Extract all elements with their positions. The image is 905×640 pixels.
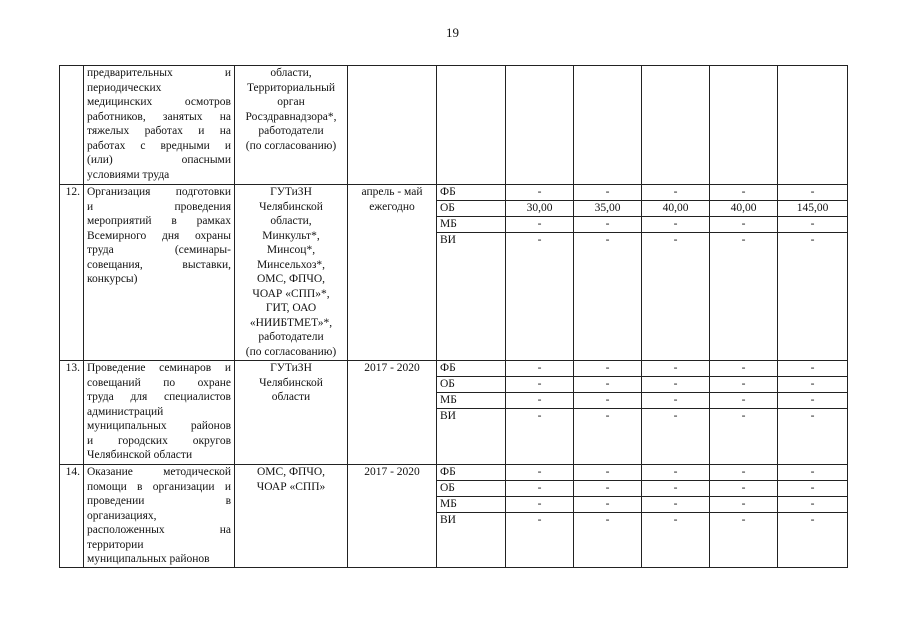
org-line: области bbox=[271, 391, 311, 403]
measure-name-line: (или) опасными bbox=[87, 154, 231, 166]
value-cell bbox=[506, 185, 574, 361]
term-line: 2017 - 2020 bbox=[364, 362, 420, 374]
org-line: Челябинской bbox=[259, 200, 323, 213]
funding-value: - bbox=[673, 410, 678, 422]
funding-value: - bbox=[506, 393, 573, 409]
org-line: работодатели bbox=[258, 331, 324, 343]
funding-value: - bbox=[810, 514, 815, 526]
measure-name bbox=[84, 185, 235, 361]
org-line: ЧОАР «СПП» bbox=[256, 480, 326, 493]
value-cell bbox=[778, 185, 848, 361]
funding-value: - bbox=[710, 361, 777, 377]
funding-value: - bbox=[778, 497, 847, 513]
measure-name-line: совещания, выставки, bbox=[87, 258, 231, 271]
measure-name-line: и проведения bbox=[87, 200, 231, 213]
funding-value: - bbox=[810, 234, 815, 246]
funding-value: - bbox=[710, 497, 777, 513]
value-cell bbox=[778, 66, 848, 185]
funding-sources bbox=[437, 465, 506, 568]
funding-source: ВИ bbox=[440, 234, 456, 246]
org-line: (по согласованию) bbox=[245, 139, 337, 152]
funding-source: ОБ bbox=[437, 377, 505, 393]
funding-value: - bbox=[710, 393, 777, 409]
funding-value: 35,00 bbox=[574, 201, 641, 217]
value-cell bbox=[778, 465, 848, 568]
measure-name-line: совещаний по охране bbox=[87, 376, 231, 389]
value-cell bbox=[574, 465, 642, 568]
term bbox=[348, 361, 437, 465]
funding-value: - bbox=[778, 377, 847, 393]
funding-value: 30,00 bbox=[506, 201, 573, 217]
funding-value: - bbox=[778, 217, 847, 233]
funding-value: - bbox=[778, 361, 847, 377]
funding-value: - bbox=[574, 217, 641, 233]
table-row bbox=[60, 465, 848, 568]
org-line: ГУТиЗН bbox=[270, 362, 312, 374]
funding-sources bbox=[437, 185, 506, 361]
term-line: апрель - май bbox=[361, 186, 423, 198]
org-line: области, bbox=[270, 215, 312, 227]
value-cell bbox=[574, 361, 642, 465]
org-line: Минкульт*, bbox=[262, 229, 320, 242]
term bbox=[348, 66, 437, 185]
measure-name bbox=[84, 66, 235, 185]
funding-value: - bbox=[778, 393, 847, 409]
funding-value: - bbox=[642, 185, 709, 201]
funding-value: - bbox=[506, 217, 573, 233]
funding-value: - bbox=[537, 514, 542, 526]
value-cell bbox=[710, 185, 778, 361]
measure-name bbox=[84, 465, 235, 568]
measures-table bbox=[59, 65, 848, 568]
funding-value: - bbox=[506, 481, 573, 497]
funding-value: - bbox=[741, 410, 746, 422]
measure-name-line: медицинских осмотров bbox=[87, 96, 231, 108]
page-number: 19 bbox=[446, 25, 459, 40]
row-number bbox=[60, 66, 84, 185]
funding-value: - bbox=[778, 185, 847, 201]
measure-name-line: тяжелых работах и на bbox=[87, 125, 231, 137]
org-line: Росздравнадзора*, bbox=[245, 110, 337, 123]
funding-value: - bbox=[506, 497, 573, 513]
funding-value: - bbox=[741, 514, 746, 526]
funding-value: - bbox=[506, 361, 573, 377]
value-cell bbox=[710, 465, 778, 568]
measure-name-line: конкурсы) bbox=[87, 273, 138, 285]
value-cell bbox=[574, 66, 642, 185]
measure-name-line: предварительных и bbox=[87, 67, 231, 79]
funding-source: ФБ bbox=[437, 465, 505, 481]
funding-value: - bbox=[574, 361, 641, 377]
funding-value: - bbox=[642, 393, 709, 409]
measure-name-line: Организация подготовки bbox=[87, 186, 231, 198]
funding-value: 40,00 bbox=[710, 201, 777, 217]
org-line: ЧОАР «СПП»*, bbox=[252, 287, 330, 300]
measure-name-line: периодических bbox=[87, 81, 162, 94]
org-line: ОМС, ФПЧО, bbox=[257, 466, 325, 478]
funding-value: - bbox=[778, 465, 847, 481]
term bbox=[348, 185, 437, 361]
funding-source: ФБ bbox=[437, 361, 505, 377]
value-cell bbox=[642, 185, 710, 361]
funding-sources bbox=[437, 361, 506, 465]
funding-value: - bbox=[642, 465, 709, 481]
measure-name-line: помощи в организации и bbox=[87, 480, 231, 493]
table-row bbox=[60, 185, 848, 361]
measure-name-line: администраций bbox=[87, 405, 164, 418]
measure-name-line: работников, занятых на bbox=[87, 110, 231, 123]
value-cell bbox=[710, 361, 778, 465]
responsible-orgs bbox=[235, 66, 348, 185]
funding-value: - bbox=[642, 361, 709, 377]
measure-name-line: Челябинской области bbox=[87, 449, 193, 461]
org-line: Минсоц*, bbox=[266, 244, 316, 256]
measure-name-line: труда для специалистов bbox=[87, 391, 231, 403]
measure-name-line: Всемирного дня охраны bbox=[87, 229, 231, 242]
funding-value: - bbox=[642, 481, 709, 497]
funding-source: ВИ bbox=[440, 514, 456, 526]
responsible-orgs bbox=[235, 361, 348, 465]
measure-name-line: условиями труда bbox=[87, 168, 170, 181]
org-line: ГИТ, ОАО bbox=[265, 302, 317, 314]
funding-source: ФБ bbox=[437, 185, 505, 201]
row-number: 12. bbox=[60, 185, 84, 361]
table-row bbox=[60, 361, 848, 465]
table-row bbox=[60, 66, 848, 185]
org-line: ГУТиЗН bbox=[270, 186, 312, 198]
funding-value: - bbox=[605, 514, 610, 526]
funding-value: - bbox=[710, 377, 777, 393]
funding-value: 145,00 bbox=[778, 201, 847, 217]
measure-name-line: работах с вредными и bbox=[87, 139, 231, 152]
measure-name-line: труда (семинары- bbox=[87, 244, 231, 256]
value-cell bbox=[778, 361, 848, 465]
funding-value: - bbox=[605, 410, 610, 422]
value-cell bbox=[710, 66, 778, 185]
org-line: орган bbox=[277, 96, 305, 108]
value-cell bbox=[642, 66, 710, 185]
measure-name-line: и городских округов bbox=[87, 434, 231, 447]
org-line: Территориальный bbox=[246, 81, 336, 94]
org-line: Минсельхоз*, bbox=[256, 258, 326, 271]
funding-value: - bbox=[574, 497, 641, 513]
funding-value: - bbox=[574, 481, 641, 497]
funding-sources bbox=[437, 66, 506, 185]
value-cell bbox=[574, 185, 642, 361]
value-cell bbox=[506, 361, 574, 465]
funding-value: - bbox=[741, 234, 746, 246]
measure-name-line: проведении в bbox=[87, 495, 231, 507]
funding-value: - bbox=[642, 377, 709, 393]
funding-source: МБ bbox=[437, 497, 505, 513]
funding-value: - bbox=[537, 234, 542, 246]
measure-name-line: расположенных на bbox=[87, 524, 231, 536]
funding-source: МБ bbox=[437, 217, 505, 233]
funding-value: - bbox=[673, 234, 678, 246]
funding-source: ОБ bbox=[437, 201, 505, 217]
funding-value: - bbox=[810, 410, 815, 422]
funding-source: МБ bbox=[437, 393, 505, 409]
funding-value: - bbox=[574, 377, 641, 393]
measure-name-line: мероприятий в рамках bbox=[87, 215, 231, 227]
value-cell bbox=[506, 465, 574, 568]
funding-value: - bbox=[642, 217, 709, 233]
measure-name bbox=[84, 361, 235, 465]
value-cell bbox=[642, 465, 710, 568]
measure-name-line: муниципальных районов bbox=[87, 420, 231, 432]
measure-name-line: Проведение семинаров и bbox=[87, 362, 231, 374]
funding-value: - bbox=[574, 185, 641, 201]
funding-value: - bbox=[778, 481, 847, 497]
funding-value: - bbox=[574, 465, 641, 481]
measure-name-line: муниципальных районов bbox=[87, 553, 210, 565]
funding-value: - bbox=[506, 465, 573, 481]
funding-value: - bbox=[710, 217, 777, 233]
org-line: области, bbox=[270, 67, 312, 79]
funding-value: - bbox=[710, 465, 777, 481]
org-line: (по согласованию) bbox=[245, 345, 337, 358]
funding-value: 40,00 bbox=[642, 201, 709, 217]
funding-value: - bbox=[537, 410, 542, 422]
funding-value: - bbox=[506, 377, 573, 393]
funding-value: - bbox=[506, 185, 573, 201]
funding-source: ВИ bbox=[440, 410, 456, 422]
funding-value: - bbox=[673, 514, 678, 526]
org-line: Челябинской bbox=[259, 376, 323, 389]
responsible-orgs bbox=[235, 185, 348, 361]
org-line: ОМС, ФПЧО, bbox=[257, 273, 325, 285]
org-line: работодатели bbox=[258, 125, 324, 137]
value-cell bbox=[642, 361, 710, 465]
funding-value: - bbox=[605, 234, 610, 246]
row-number: 14. bbox=[60, 465, 84, 568]
funding-value: - bbox=[574, 393, 641, 409]
funding-source: ОБ bbox=[437, 481, 505, 497]
responsible-orgs bbox=[235, 465, 348, 568]
funding-value: - bbox=[642, 497, 709, 513]
term-line: 2017 - 2020 bbox=[364, 466, 420, 478]
value-cell bbox=[506, 66, 574, 185]
measure-name-line: территории bbox=[87, 538, 144, 551]
org-line: «НИИБТМЕТ»*, bbox=[249, 316, 333, 329]
measure-name-line: Оказание методической bbox=[87, 466, 231, 478]
funding-value: - bbox=[710, 185, 777, 201]
measure-name-line: организациях, bbox=[87, 509, 157, 522]
term bbox=[348, 465, 437, 568]
row-number: 13. bbox=[60, 361, 84, 465]
term-line: ежегодно bbox=[369, 200, 415, 213]
funding-value: - bbox=[710, 481, 777, 497]
